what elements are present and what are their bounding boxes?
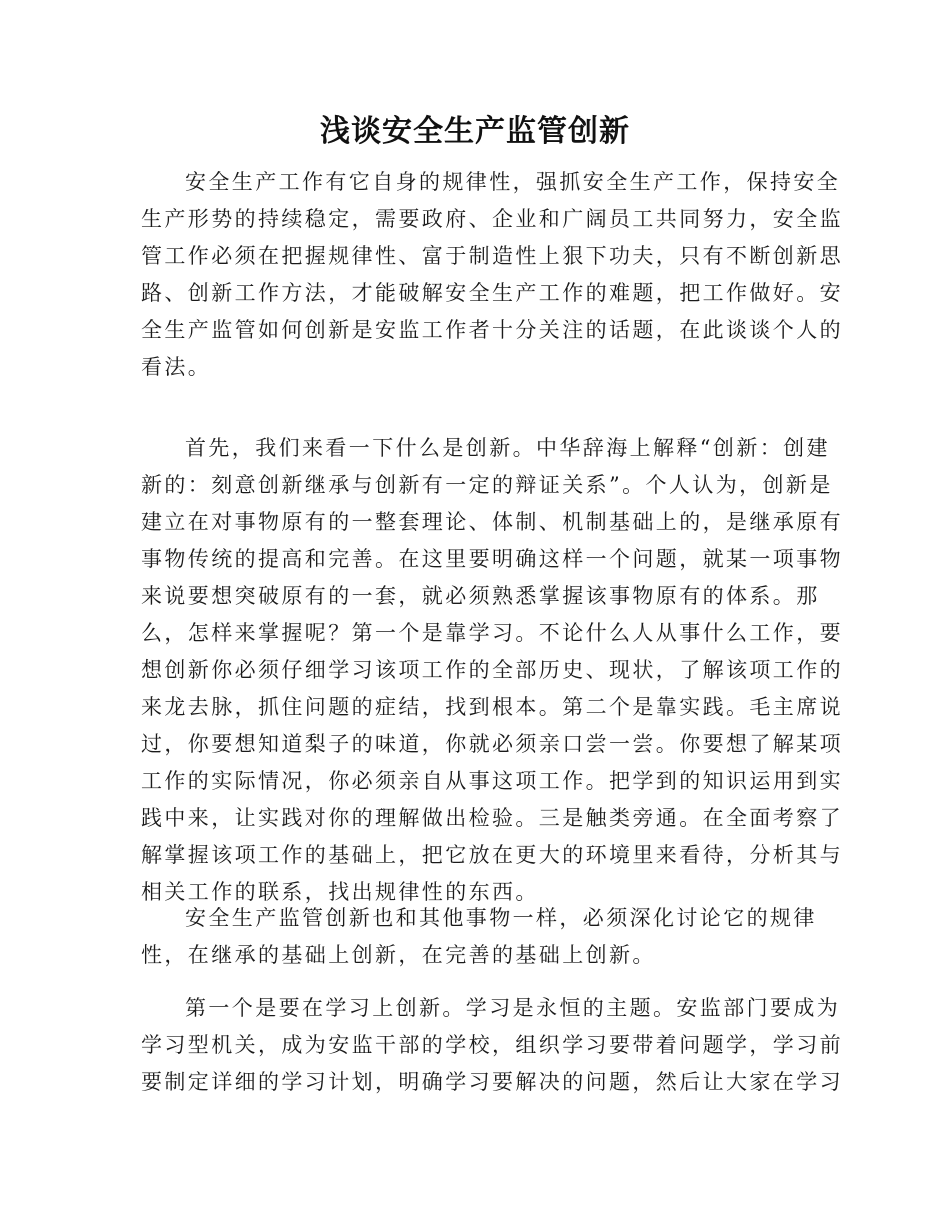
text-line: 学习型机关，成为安监干部的学校，组织学习要带着问题学，学习前 [141,1033,843,1057]
text-line: 性，在继承的基础上创新，在完善的基础上创新。 [141,943,656,967]
text-line: 要制定详细的学习计划，明确学习要解决的问题，然后让大家在学习 [141,1070,843,1094]
text-line: 么，怎样来掌握呢？第一个是靠学习。不论什么人从事什么工作，要 [141,621,843,645]
text-line: 事物传统的提高和完善。在这里要明确这样一个问题，就某一项事物 [141,547,843,571]
text-line: 全生产监管如何创新是安监工作者十分关注的话题，在此谈谈个人的 [141,318,843,342]
text-line: 解掌握该项工作的基础上，把它放在更大的环境里来看待，分析其与 [141,843,843,867]
text-line: 来说要想突破原有的一套，就必须熟悉掌握该事物原有的体系。那 [141,584,820,608]
text-line: 工作的实际情况，你必须亲自从事这项工作。把学到的知识运用到实 [141,769,843,793]
text-line: 看法。 [141,355,212,379]
text-line: 建立在对事物原有的一整套理论、体制、机制基础上的，是继承原有 [141,510,843,534]
text-line: 路、创新工作方法，才能破解安全生产工作的难题，把工作做好。安 [141,281,843,305]
text-line: 生产形势的持续稳定，需要政府、企业和广阔员工共同努力，安全监 [141,207,843,231]
text-line: 新的：刻意创新继承与创新有一定的辩证关系”。个人认为，创新是 [141,473,833,497]
text-line: 管工作必须在把握规律性、富于制造性上狠下功夫，只有不断创新思 [141,244,843,268]
text-line: 安全生产工作有它自身的规律性，强抓安全生产工作，保持安全 [185,170,841,194]
text-line: 来龙去脉，抓住问题的症结，找到根本。第二个是靠实践。毛主席说 [141,695,843,719]
page-title: 浅谈安全生产监管创新 [320,114,630,149]
text-line: 想创新你必须仔细学习该项工作的全部历史、现状，了解该项工作的 [141,658,843,682]
text-line: 安全生产监管创新也和其他事物一样，必须深化讨论它的规律 [185,906,817,930]
text-line: 践中来，让实践对你的理解做出检验。三是触类旁通。在全面考察了 [141,806,843,830]
text-line: 过，你要想知道梨子的味道，你就必须亲口尝一尝。你要想了解某项 [141,732,843,756]
text-line: 首先，我们来看一下什么是创新。中华辞海上解释“创新：创建 [185,436,830,460]
text-line: 相关工作的联系，找出规律性的东西。 [141,880,539,904]
text-line: 第一个是要在学习上创新。学习是永恒的主题。安监部门要成为 [185,996,841,1020]
